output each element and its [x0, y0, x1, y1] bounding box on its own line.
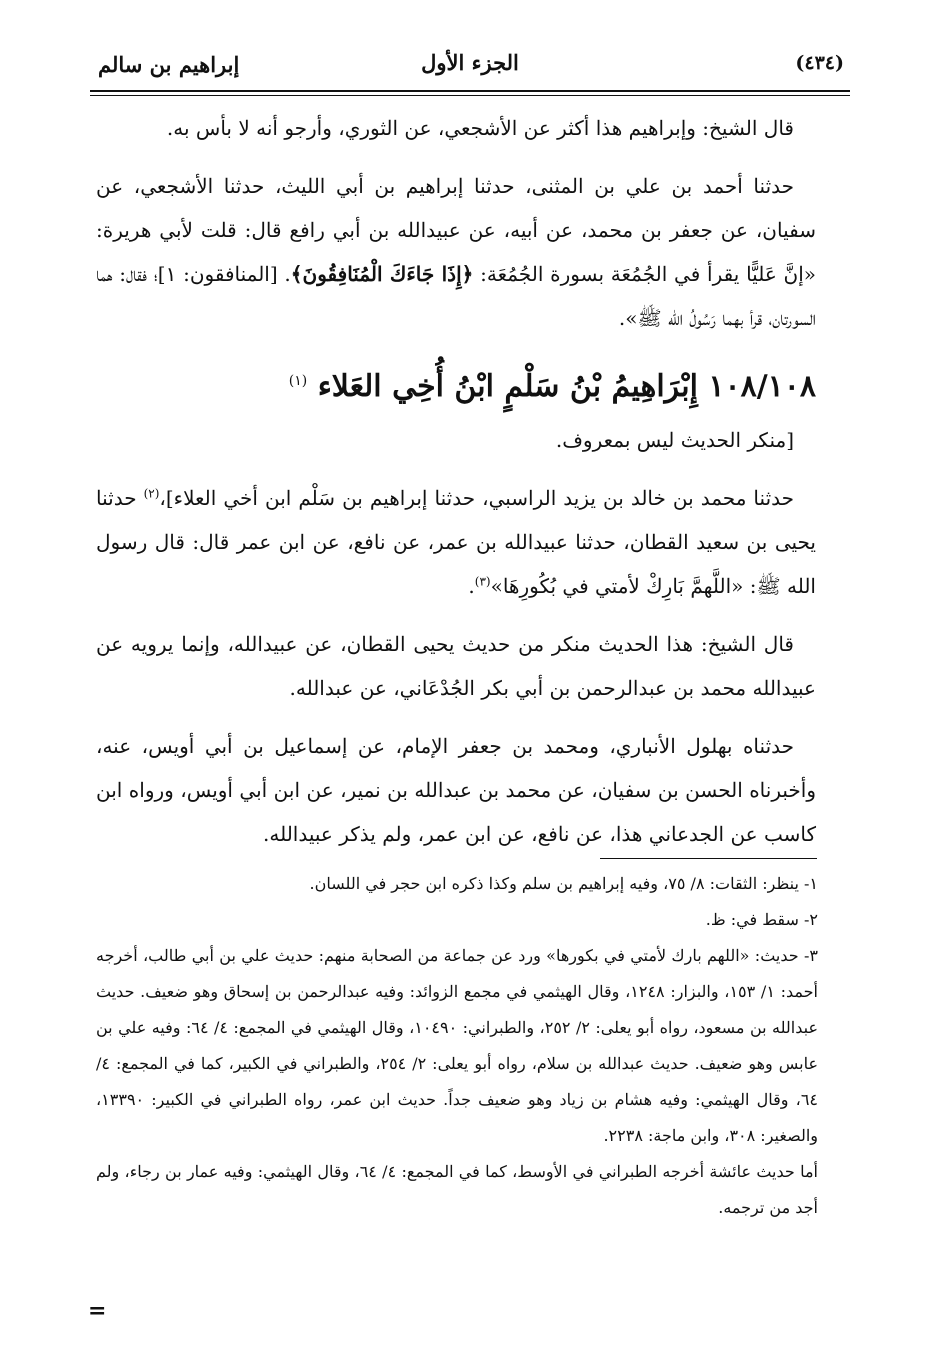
footnote-3-continuation: أما حديث عائشة أخرجه الطبراني في الأوسط، كما في المجمع: ٤/ ٦٤، وقال الهيثمي: وفيه عمار بن رجاء، ولم أجد من ترجمه. — [96, 1162, 818, 1217]
header-topic: إبراهيم بن سالم — [98, 52, 240, 77]
header-volume: الجزء الأول — [421, 50, 519, 75]
footnote-2: ٢- سقط في: ظ. — [705, 910, 818, 929]
running-header — [90, 40, 850, 92]
header-page-number: (٤٣٤) — [795, 52, 844, 74]
footnote-ref-2: (٢) — [143, 486, 160, 501]
entry-heading — [96, 354, 816, 414]
main-text — [96, 106, 816, 870]
paragraph-sheikh-comment: قال الشيخ: وإبراهيم هذا أكثر عن الأشجعي، عن الثوري، وأرجو أنه لا بأس به. — [166, 116, 794, 140]
footnote-3: ٣- حديث: «اللهم بارك لأمتي في بكورها» ورد عن جماعة من الصحابة منهم: حديث علي بن أبي طالب، أخرجه أحمد: ١/ ١٥٣، والبزار: ١٢٤٨، وقال الهيثمي في مجمع الزوائد: وفيه عبدالرحمن بن إسحاق وهو ضعيف. حديث عبدالله بن مسعود، رواه أبو يعلى: ٢/ ٢٥٢، والطبراني: ١٠٤٩٠، وقال الهيثمي في المجمع: ٤/ ٦٤: وفيه علي بن عابس وهو ضعيف. حديث عبدالله بن سلام، رواه أبو يعلى: ٢/ ٢٥٤، والطبراني في الكبير، كما في المجمع: ٤/ ٦٤، وقال الهيثمي: وفيه هشام بن زياد وهو ضعيف جداً. حديث ابن عمر، رواه الطبراني في الكبير: ١٣٣٩٠، والصغير: ٣٠٨، وابن ماجة: ٢٢٣٨. — [96, 946, 818, 1145]
matn-end: . — [468, 574, 475, 598]
isnad-text: حدثنا محمد بن خالد بن يزيد الراسبي، حدثنا إبراهيم بن سَلْم ابن أخي العلاء]، — [159, 486, 794, 510]
entry-title: ١٠٨/١٠٨ إِبْرَاهِيمُ بْنُ سَلْمٍ ابْنُ أُخِي العَلاء — [317, 369, 816, 404]
paragraph-chain: حدثناه بهلول الأنباري، ومحمد بن جعفر الإمام، عن إسماعيل بن أبي أويس، عنه، وأخبرناه الحسن بن سفيان، عن محمد بن عبدالله بن نمير، عن ابن أبي أويس، ورواه ابن كاسب عن الجدعاني هذا، عن نافع، عن ابن عمر، ولم يذكر عبيدالله. — [96, 734, 816, 846]
hadith-text: حدثنا أحمد بن علي بن المثنى، حدثنا إبراهيم بن أبي الليث، حدثنا الأشجعي، عن سفيان، عن جعفر بن محمد، عن أبيه، عن عبيدالله بن أبي رافع قال: قلت لأبي هريرة: «إنَّ عَليًّا يقرأ في الجُمُعَة بسورة الجُمُعَة: — [96, 174, 816, 286]
footnote-rule — [600, 858, 817, 859]
entry-verdict: [منكر الحديث ليس بمعروف. — [555, 428, 794, 452]
quran-quote: ﴿إِذَا جَاءَكَ الْمُنَافِقُونَ﴾ — [290, 262, 474, 286]
header-rule — [90, 90, 850, 96]
paragraph-sheikh-verdict: قال الشيخ: هذا الحديث منكر من حديث يحيى القطان، عن عبيدالله، وإنما يرويه عن عبيدالله محمد بن عبدالرحمن بن أبي بكر الجُدْعَاني، عن عبدالله. — [96, 632, 816, 700]
margin-mark: = — [88, 1298, 107, 1324]
footnote-1: ١- ينظر: الثقات: ٨/ ٧٥، وفيه إبراهيم بن سلم وكذا ذكره ابن حجر في اللسان. — [309, 874, 818, 893]
footnotes — [96, 866, 818, 1226]
paragraph-hadith-bukur — [96, 476, 816, 608]
footnote-ref-1: (١) — [288, 373, 308, 389]
paragraph-hadith-friday — [96, 164, 816, 340]
hadith-text-end: . [المنافقون: ١]؛ فقال: هما السورتان، قرأ بهما رَسُولُ الله ﷺ». — [96, 262, 816, 330]
footnote-ref-3: (٣) — [474, 574, 491, 589]
matn-text: حدثنا يحيى بن سعيد القطان، حدثنا عبيدالله بن عمر، عن نافع، عن ابن عمر قال: قال رسول الله ﷺ: «اللَّهمَّ بَارِكْ لأمتي في بُكُورِهَا» — [96, 486, 816, 598]
